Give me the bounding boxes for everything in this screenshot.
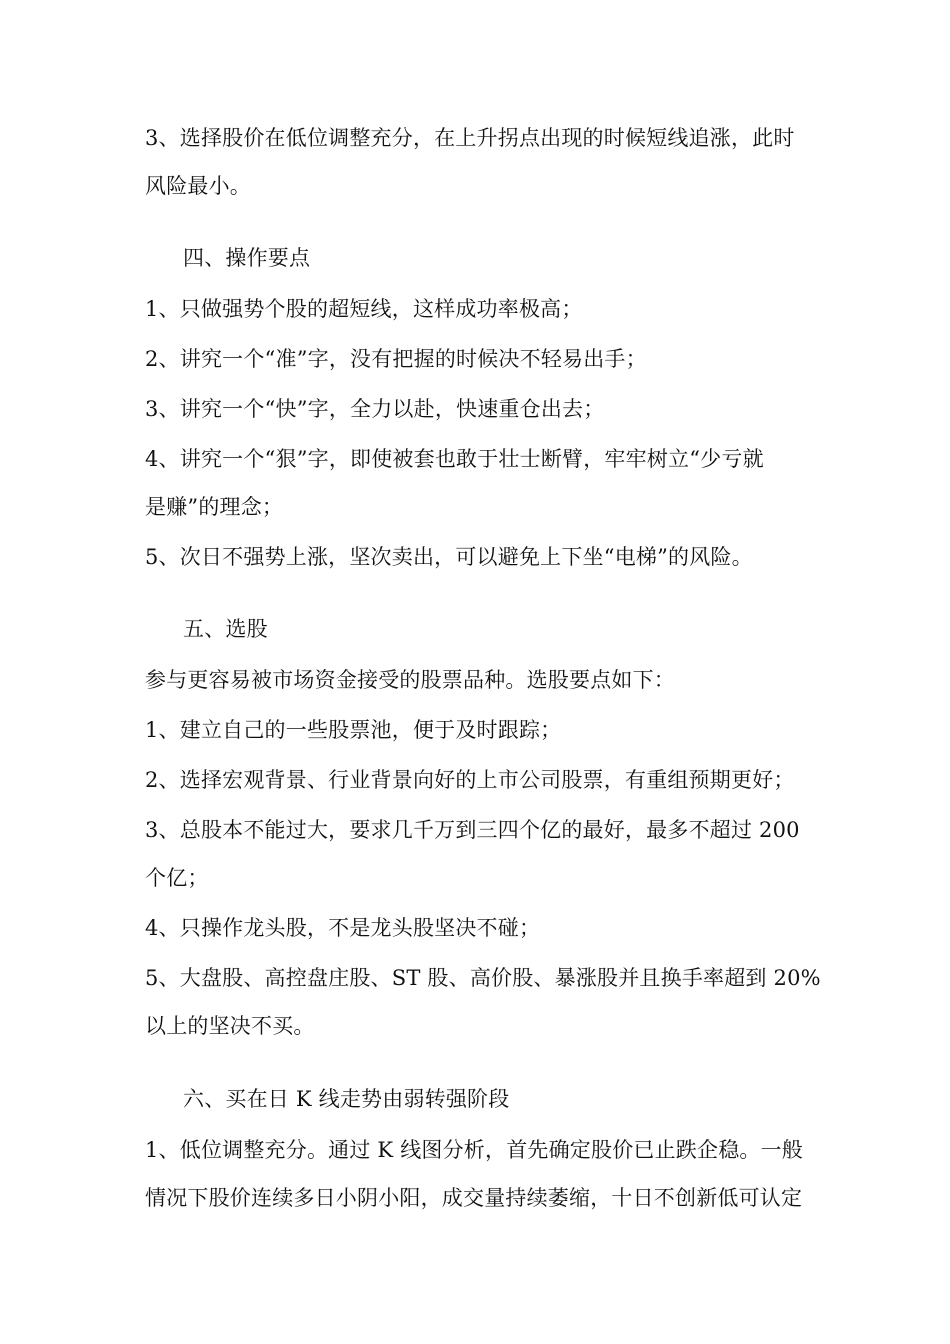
list-item: 5、次日不强势上涨，坚次卖出，可以避免上下坐“电梯”的风险。 bbox=[145, 545, 753, 569]
text-line: 个亿； bbox=[145, 866, 209, 890]
text-line: 风险最小。 bbox=[145, 174, 251, 198]
paragraph: 参与更容易被市场资金接受的股票品种。选股要点如下： bbox=[145, 668, 675, 692]
list-item: 1、低位调整充分。通过 K 线图分析，首先确定股价已止跌企稳。一般 bbox=[145, 1138, 803, 1162]
list-item: 1、建立自己的一些股票池，便于及时跟踪； bbox=[145, 718, 562, 742]
list-item: 2、讲究一个“准”字，没有把握的时候决不轻易出手； bbox=[145, 347, 647, 371]
text-line: 是赚”的理念； bbox=[145, 495, 284, 519]
text-line: 情况下股价连续多日小阴小阳，成交量持续萎缩，十日不创新低可认定 bbox=[145, 1186, 803, 1210]
list-item: 5、大盘股、高控盘庄股、ST 股、高价股、暴涨股并且换手率超到 20% bbox=[145, 966, 821, 990]
list-item: 1、只做强势个股的超短线，这样成功率极高； bbox=[145, 297, 583, 321]
text-line: 以上的坚决不买。 bbox=[145, 1014, 315, 1038]
list-item: 4、讲究一个“狠”字，即使被套也敢于壮士断臂，牢牢树立“少亏就 bbox=[145, 447, 764, 471]
section-heading: 四、操作要点 bbox=[183, 246, 311, 270]
list-item: 3、讲究一个“快”字，全力以赴，快速重仓出去； bbox=[145, 397, 605, 421]
list-item: 4、只操作龙头股，不是龙头股坚决不碰； bbox=[145, 916, 541, 940]
text-line: 3、选择股价在低位调整充分，在上升拐点出现的时候短线追涨，此时 bbox=[145, 126, 795, 150]
list-item: 2、选择宏观背景、行业背景向好的上市公司股票，有重组预期更好； bbox=[145, 768, 795, 792]
section-heading: 六、买在日 K 线走势由弱转强阶段 bbox=[183, 1087, 510, 1111]
list-item: 3、总股本不能过大，要求几千万到三四个亿的最好，最多不超过 200 bbox=[145, 818, 800, 842]
section-heading: 五、选股 bbox=[183, 617, 268, 641]
